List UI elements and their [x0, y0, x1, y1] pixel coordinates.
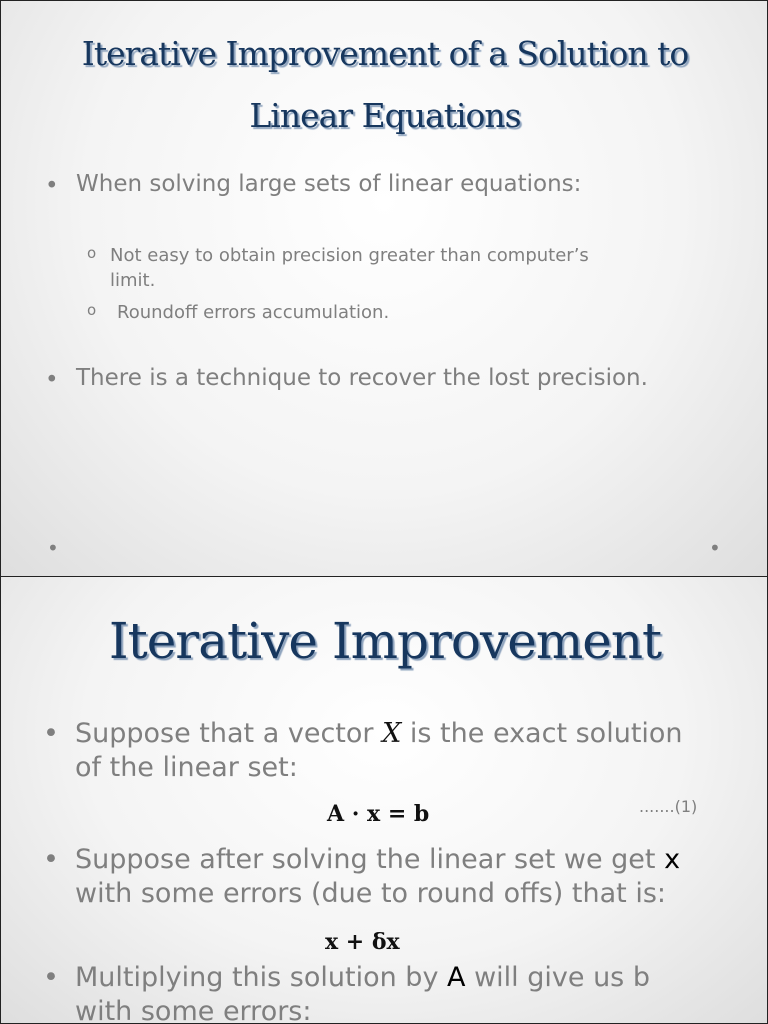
- bullet-dot: •: [45, 367, 59, 393]
- bullet-dot: •: [43, 962, 59, 993]
- sub-bullet-circle: o: [87, 244, 97, 262]
- slide-1-title: [1, 23, 768, 147]
- bullet-2-text: There is a technique to recover the lost precision.: [76, 365, 648, 391]
- slide-2-title: Iterative Improvement: [108, 612, 662, 670]
- bullet-dot: •: [45, 173, 59, 199]
- bullet-dot: •: [43, 844, 59, 875]
- sub-bullet-circle: o: [87, 301, 97, 319]
- bullet-2-line-2: with some errors (due to round offs) that is:: [75, 878, 666, 909]
- solution-x-symbol: x: [664, 844, 681, 875]
- bullet-3-line-2: with some errors:: [75, 996, 312, 1024]
- bullet-1-line-2: of the linear set:: [75, 752, 298, 783]
- matrix-a-symbol: A: [447, 962, 466, 993]
- slide-2: [0, 576, 768, 1024]
- bullet-3-text-start: Multiplying this solution by: [75, 962, 448, 993]
- vector-x-symbol: X: [382, 718, 402, 749]
- bullet-2-text-start: Suppose after solving the linear set we get: [75, 844, 665, 875]
- slide-1-title-line-1: Iterative Improvement of a Solution to: [81, 34, 689, 73]
- bullet-1-text: When solving large sets of linear equations:: [76, 171, 582, 197]
- empty-bullet-dot: •: [47, 536, 59, 560]
- sub-bullet-2-text: Roundoff errors accumulation.: [117, 302, 390, 323]
- bullet-3-line-1: [75, 961, 650, 995]
- equation-1: A · x = b: [327, 801, 430, 827]
- equation-1-reference: .......(1): [639, 797, 698, 816]
- bullet-1-text-end: is the exact solution: [401, 718, 683, 749]
- empty-bullet-dot: •: [709, 536, 721, 560]
- bullet-dot: •: [43, 718, 59, 749]
- bullet-1-text-start: Suppose that a vector: [75, 718, 383, 749]
- equation-2: x + δx: [325, 929, 400, 955]
- sub-bullet-1-line-2: limit.: [110, 270, 156, 291]
- sub-bullet-1-line-1: Not easy to obtain precision greater than computer’s: [110, 245, 589, 266]
- bullet-2-line-1: [75, 843, 680, 877]
- bullet-1-line-1: [75, 717, 683, 751]
- slide-1-title-line-2: Linear Equations: [249, 96, 521, 135]
- bullet-3-text-end: will give us b: [465, 962, 650, 993]
